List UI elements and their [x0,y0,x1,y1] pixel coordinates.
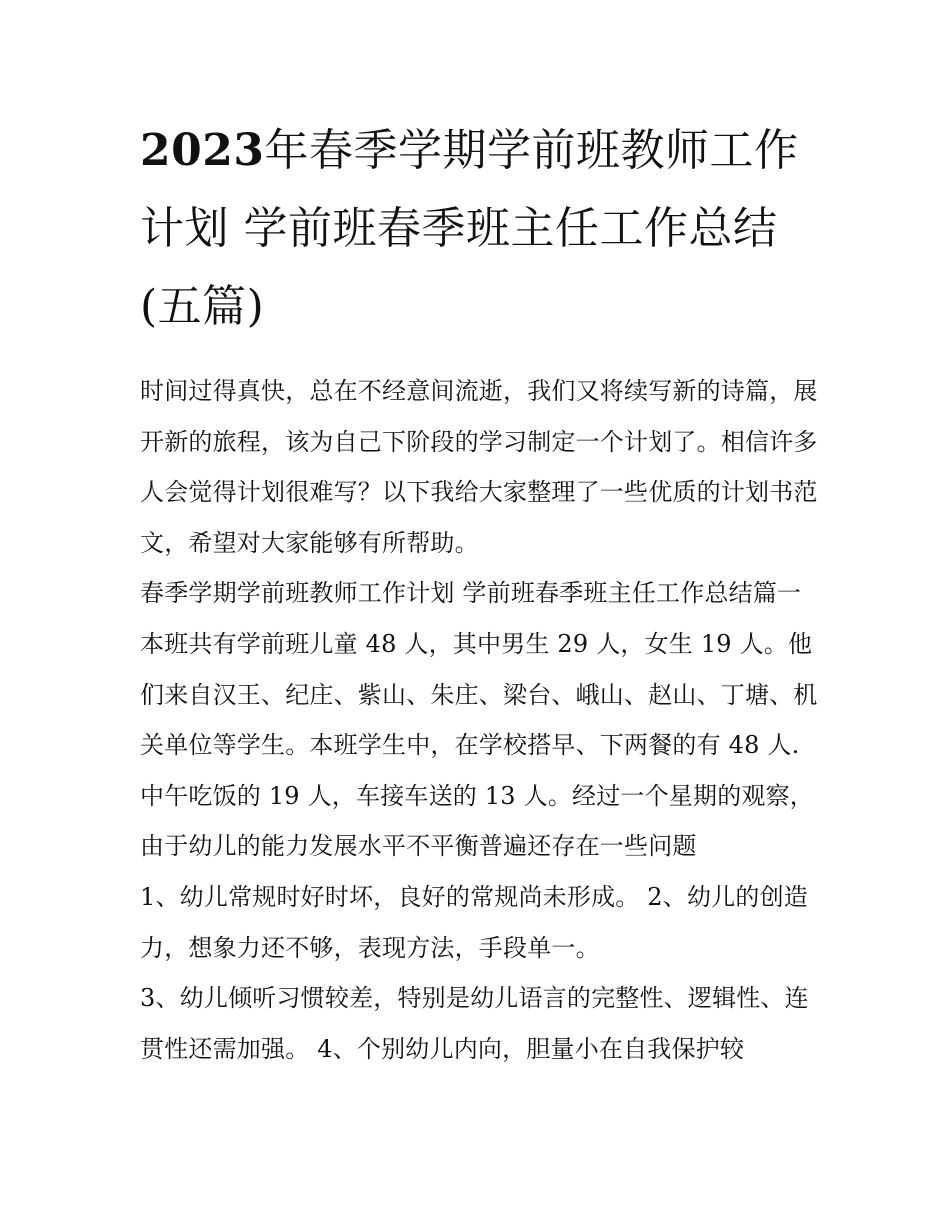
intro-paragraph: 时间过得真快，总在不经意间流逝，我们又将续写新的诗篇，展开新的旅程，该为自己下阶段的学习制定一个计划了。相信许多人会觉得计划很难写？以下我给大家整理了一些优质的计划书范文，希望对大家能够有所帮助。 [140,377,818,557]
title-text: 年春季学期学前班教师工作计划 学前班春季班主任工作总结(五篇) [140,125,799,332]
title-year: 2023 [140,125,265,176]
document-page [140,112,820,1074]
document-title [140,112,820,346]
list-paragraph: 3、幼儿倾听习惯较差，特别是幼儿语言的完整性、逻辑性、连贯性还需加强。 4、个别幼儿内向，胆量小在自我保护较 [140,984,809,1063]
body-paragraph: 本班共有学前班儿童 48 人，其中男生 29 人，女生 19 人。他们来自汉王、纪庄、紫山、朱庄、梁台、峨山、赵山、丁塘、机关单位等学生。本班学生中，在学校搭早、下两餐的有 48 人.中午吃饭的 19 人，车接车送的 13 人。经过一个星期的观察，由于幼儿的能力发展水平不平衡普遍还存在一些问题 [140,629,818,861]
list-paragraph: 1、幼儿常规时好时坏，良好的常规尚未形成。 2、幼儿的创造力，想象力还不够，表现方法，手段单一。 [140,882,808,962]
section-heading: 春季学期学前班教师工作计划 学前班春季班主任工作总结篇一 [140,579,802,608]
